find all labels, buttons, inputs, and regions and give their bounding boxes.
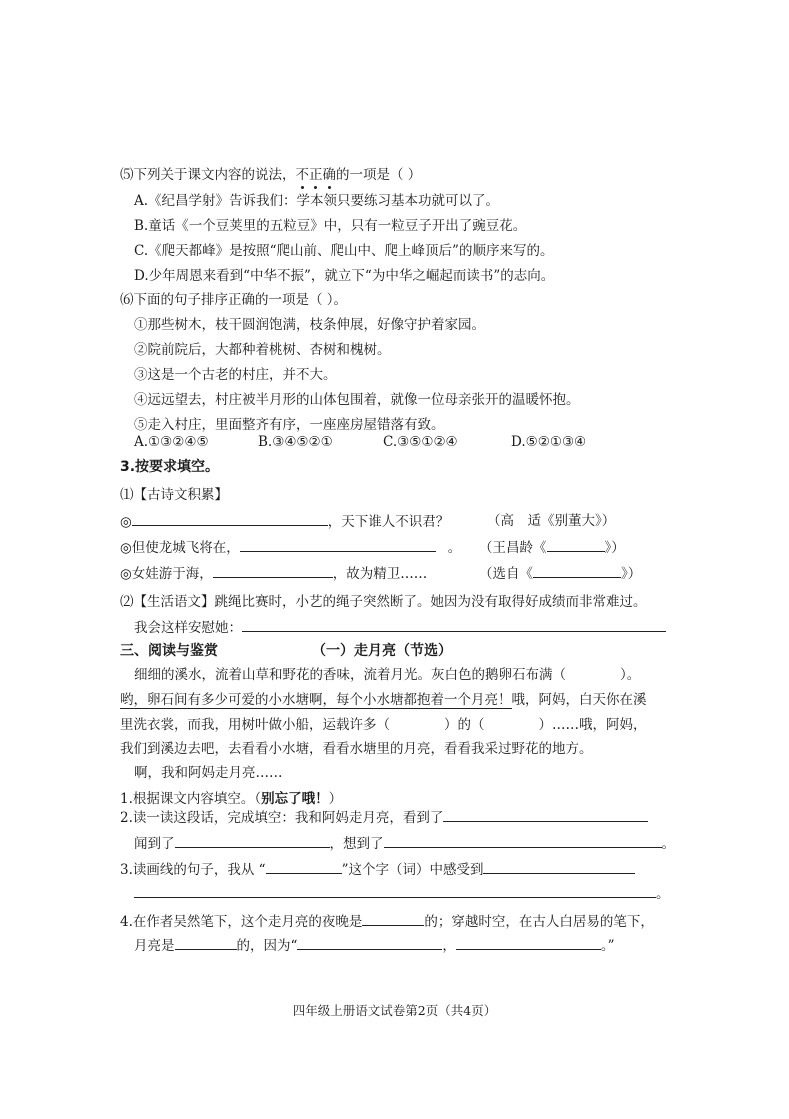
answer-blank[interactable] xyxy=(443,808,648,822)
q5-option-d: D.少年周恩来看到“中华不振”，就立下“为中华之崛起而读书”的志向。 xyxy=(134,268,555,284)
q6-sentence-5: ⑤走入村庄，里面整齐有序，一座座房屋错落有致。 xyxy=(134,417,445,433)
question-3-line-1: 3.读画线的句子，我从 “ ”这个字（词）中感受到 xyxy=(120,860,635,879)
fill-blank[interactable] xyxy=(132,512,328,526)
passage-line-5: 啊，我和阿妈走月亮…… xyxy=(134,765,283,781)
emphasis-char: 确 xyxy=(322,167,336,183)
answer-blank[interactable] xyxy=(175,834,330,848)
q6-choice-b: B.③④⑤②① xyxy=(258,434,333,450)
reading-section-title: 三、阅读与鉴赏 xyxy=(120,643,218,659)
q6-choice-c: C.③⑤①②④ xyxy=(383,434,458,450)
poem-source-3: （选自《 》） xyxy=(479,566,642,582)
passage-line-1: 细细的溪水，流着山草和野花的香味，流着月光。灰白色的鹅卵石布满（ ）。 xyxy=(134,667,641,683)
fill-blank[interactable] xyxy=(240,538,436,552)
comfort-line: 我会这样安慰她： xyxy=(134,618,666,637)
question-2-line-2: 闻到了 ，想到了 。 xyxy=(134,836,675,852)
answer-blank[interactable] xyxy=(297,936,442,950)
q6-sentence-1: ①那些树木，枝干圆润饱满，枝条伸展，好像守护着家园。 xyxy=(134,317,485,333)
fill-blank[interactable] xyxy=(213,564,333,578)
poetry-subtitle: ⑴【古诗文积累】 xyxy=(120,487,228,503)
fill-blank[interactable] xyxy=(547,538,605,552)
q5-option-b: B.童话《一个豆荚里的五粒豆》中，只有一粒豆子开出了豌豆花。 xyxy=(134,218,527,234)
section3-title: 3.按要求填空。 xyxy=(120,459,220,475)
emphasis-char: 正 xyxy=(309,167,323,183)
question-2-line-1: 2.读一读这段话，完成填空：我和阿妈走月亮，看到了 xyxy=(120,808,648,827)
page-footer: 四年级上册语文试卷第2页（共4页） xyxy=(292,1003,497,1018)
question-4-line-2: 月亮是 的，因为“ ， 。” xyxy=(134,938,615,954)
reading-passage-title: （一）走月亮（节选） xyxy=(312,643,452,659)
q5-option-a: A.《纪昌学射》告诉我们：学本领只要练习基本功就可以了。 xyxy=(134,193,500,209)
fill-blank[interactable] xyxy=(533,564,621,578)
life-chinese-prompt: ⑵【生活语文】跳绳比赛时，小艺的绳子突然断了。她因为没有取得好成绩而非常难过。 xyxy=(120,594,647,610)
q6-choice-a: A.①③②④⑤ xyxy=(134,434,209,450)
poem-source-2: （王昌龄《 》） xyxy=(479,540,625,556)
passage-line-3: 里洗衣裳，而我，用树叶做小船，运载许多（ ）的（ ）……哦，阿妈， xyxy=(120,717,647,733)
answer-blank[interactable] xyxy=(384,834,662,848)
poem-line-2: ◎但使龙城飞将在， 。 xyxy=(120,540,462,556)
answer-blank[interactable] xyxy=(175,936,237,950)
question-1: 1.根据课文内容填空。（别忘了哦！） xyxy=(120,791,343,807)
answer-blank[interactable] xyxy=(266,860,342,874)
answer-blank[interactable] xyxy=(483,860,635,874)
passage-line-4: 我们到溪边去吧，去看看小水塘，看看水塘里的月亮，看看我采过野花的地方。 xyxy=(120,741,593,757)
poem-line-1: ◎ ，天下谁人不识君？ xyxy=(120,514,450,530)
question-4-line-1: 4.在作者吴然笔下，这个走月亮的夜晚是 的；穿越时空，在古人白居易的笔下， xyxy=(120,914,654,930)
underlined-sentence: 哟，卵石间有多少可爱的小水塘啊，每个小水塘都抱着一个月亮！ xyxy=(120,692,512,708)
q6-stem: ⑹下面的句子排序正确的一项是（ ）。 xyxy=(120,292,348,308)
q6-sentence-3: ③这是一个古老的村庄，并不大。 xyxy=(134,367,337,383)
q6-choice-d: D.⑤②①③④ xyxy=(511,434,587,450)
answer-blank[interactable] xyxy=(362,912,424,926)
emphasis-char: 不 xyxy=(295,167,309,183)
answer-blank[interactable] xyxy=(134,884,656,898)
poem-source-1: （高 适《别董大》） xyxy=(487,513,616,529)
q6-sentence-4: ④远远望去，村庄被半月形的山体包围着，就像一位母亲张开的温暖怀抱。 xyxy=(134,392,580,408)
question-3-line-2: 。 xyxy=(134,884,670,903)
q5-option-c: C.《爬天都峰》是按照“爬山前、爬山中、爬上峰顶后”的顺序来写的。 xyxy=(134,243,554,259)
q6-sentence-2: ②院前院后，大都种着桃树、杏树和槐树。 xyxy=(134,342,391,358)
answer-blank[interactable] xyxy=(242,618,666,632)
poem-line-3: ◎女娃游于海， ，故为精卫…… xyxy=(120,566,428,582)
q5-stem: ⑸下列关于课文内容的说法，不正确的一项是（ ） xyxy=(120,167,422,183)
passage-line-2: 哟，卵石间有多少可爱的小水塘啊，每个小水塘都抱着一个月亮！哦，阿妈，白天你在溪 xyxy=(120,692,647,708)
answer-blank[interactable] xyxy=(456,936,601,950)
